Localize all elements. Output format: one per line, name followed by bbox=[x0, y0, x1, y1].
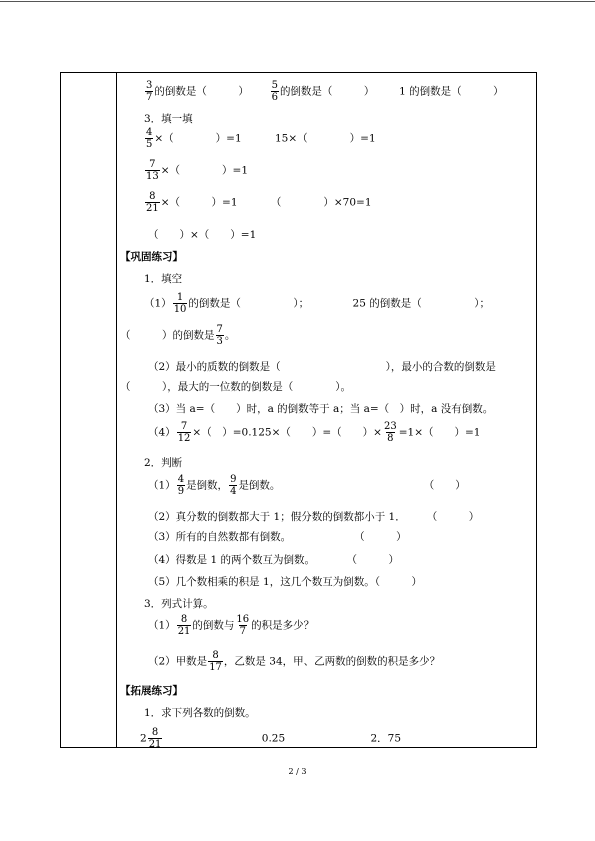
section-consolidation: 【巩固练习】 bbox=[120, 251, 183, 263]
c1-line: （1） $\frac{8}{21}$ 的倒数与 $\frac{16}{7}$ 的积是多少？ bbox=[148, 614, 315, 637]
q1-title: 1．填空 bbox=[144, 273, 183, 285]
recip-line: $\frac{3}{7}$ 的倒数是（ ） $\frac{5}{6}$ 的倒数是（ ） 1 的倒数是（ ） bbox=[146, 80, 504, 103]
ext-values: 2 $\frac{8}{21}$ 0.25 2．75 bbox=[140, 727, 402, 750]
p3-line: （3）当 a=（ ）时，a 的倒数等于 a；当 a=（ ）时，a 没有倒数。 bbox=[148, 403, 494, 415]
p4-line: （4） $\frac{7}{12}$ ×（ ）=0.125×（ ）=（ ）× $\frac{23}{8}$ =1×（ ）=1 bbox=[148, 421, 481, 444]
p1-line-2: （ ）的倒数是 $\frac{7}{3}$ 。 bbox=[120, 324, 236, 347]
q2-title: 2．判断 bbox=[144, 457, 183, 469]
p2-line-2: （ ），最大的一位数的倒数是（ ）。 bbox=[120, 381, 351, 393]
j1-line: （1） $\frac{4}{9}$ 是倒数， $\frac{9}{4}$ 是倒数。 （ ） bbox=[148, 474, 466, 497]
p1-line: （1） $\frac{1}{10}$ 的倒数是（ ）； 25 的倒数是（ ）； bbox=[144, 292, 490, 315]
column-divider bbox=[116, 72, 117, 748]
section-extension: 【拓展练习】 bbox=[120, 685, 183, 697]
top-rule bbox=[0, 1, 595, 2]
j4-line: （4）得数是 1 的两个数互为倒数。 （ ） bbox=[148, 554, 400, 566]
q3-calc-title: 3．列式计算。 bbox=[144, 598, 214, 610]
j3-line: （3）所有的自然数都有倒数。 （ ） bbox=[148, 531, 407, 543]
q3-title: 3．填一填 bbox=[144, 113, 193, 125]
fill-line-2: $\frac{7}{13}$ ×（ ）=1 bbox=[146, 159, 249, 182]
j5-line: （5）几个数相乘的积是 1，这几个数互为倒数。（ ） bbox=[148, 576, 422, 588]
fill-line-1: $\frac{4}{5}$ ×（ ）=1 15×（ ）=1 bbox=[146, 127, 376, 150]
p2-line: （2）最小的质数的倒数是（ ），最小的合数的倒数是 bbox=[148, 361, 496, 373]
c2-line: （2）甲数是 $\frac{8}{17}$ ，乙数是 34，甲、乙两数的倒数的积是多少？ bbox=[148, 650, 441, 673]
fill-line-3: $\frac{8}{21}$ ×（ ）=1 （ ）×70=1 bbox=[146, 191, 372, 214]
fraction: $\frac{5}{6}$ bbox=[271, 80, 278, 103]
page-number: 2 / 3 bbox=[288, 767, 307, 776]
ext-q1-title: 1．求下列各数的倒数。 bbox=[144, 707, 256, 719]
fill-line-4: （ ）×（ ）=1 bbox=[148, 229, 257, 241]
fraction: $\frac{3}{7}$ bbox=[146, 80, 153, 103]
j2-line: （2）真分数的倒数都大于 1；假分数的倒数都小于 1． （ ） bbox=[148, 511, 480, 523]
